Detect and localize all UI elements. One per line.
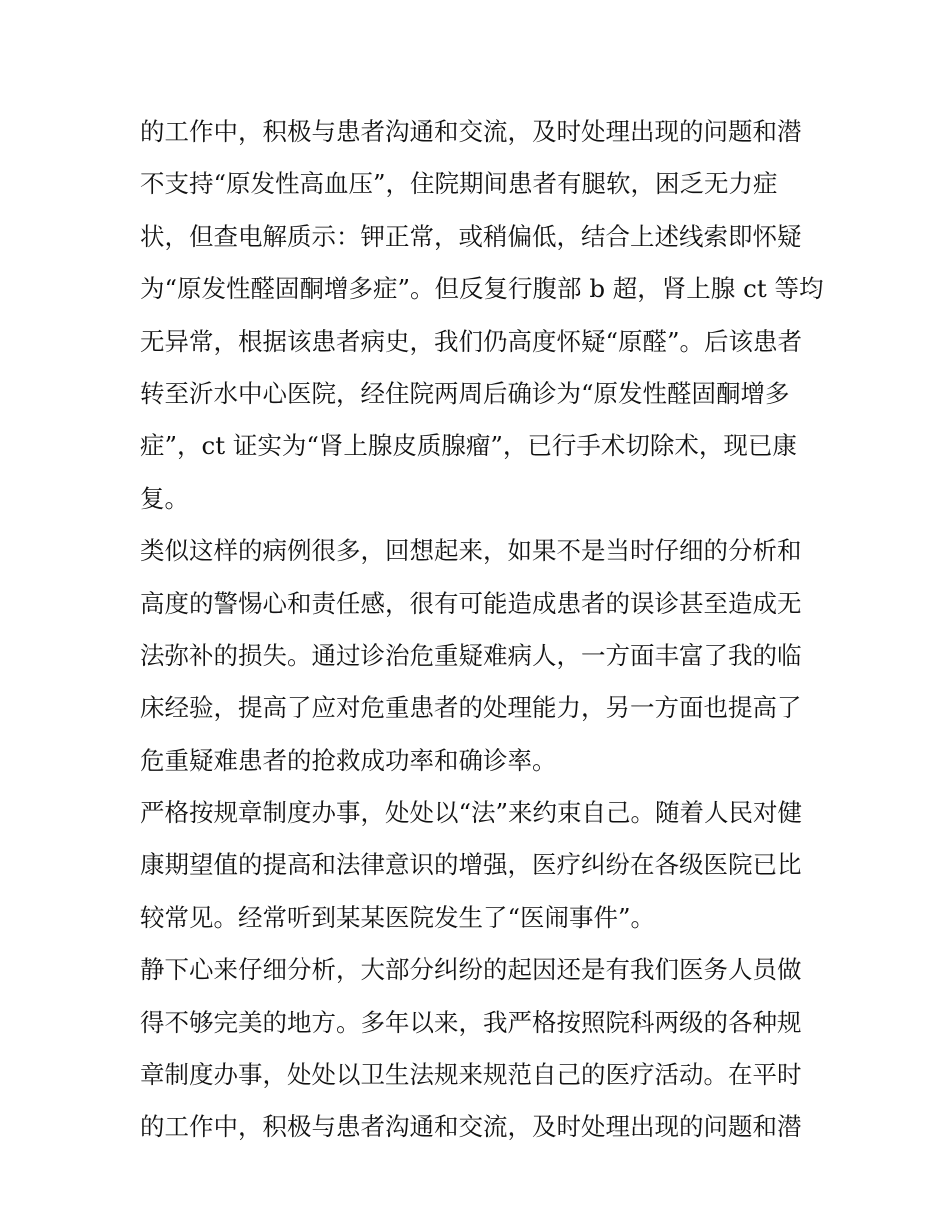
- text-line: 转至沂水中心医院，经住院两周后确诊为“原发性醛固酮增多: [140, 378, 790, 408]
- text-line: 无异常，根据该患者病史，我们仍高度怀疑“原醛”。后该患者: [140, 326, 803, 356]
- text-line: 较常见。经常听到某某医院发生了“医闹事件”。: [140, 902, 656, 932]
- text-line: 得不够完美的地方。多年以来，我严格按照院科两级的各种规: [140, 1007, 802, 1037]
- text-line: 类似这样的病例很多，回想起来，如果不是当时仔细的分析和: [140, 536, 802, 566]
- body-text: [140, 106, 840, 1154]
- text-line: 床经验，提高了应对危重患者的处理能力，另一方面也提高了: [140, 693, 802, 723]
- text-line: 康期望值的提高和法律意识的增强，医疗纠纷在各级医院已比: [140, 850, 802, 880]
- text-line: 状，但查电解质示：钾正常，或稍偏低，结合上述线索即怀疑: [140, 221, 802, 251]
- text-line: 危重疑难患者的抢救成功率和确诊率。: [140, 745, 557, 775]
- text-line: 严格按规章制度办事，处处以“法”来约束自己。随着人民对健: [140, 798, 803, 828]
- text-line: 的工作中，积极与患者沟通和交流，及时处理出现的问题和潜: [140, 117, 802, 146]
- text-line: 静下心来仔细分析，大部分纠纷的起因还是有我们医务人员做: [140, 955, 802, 985]
- text-line: 高度的警惕心和责任感，很有可能造成患者的误诊甚至造成无: [140, 588, 802, 618]
- text-line: 不支持“原发性高血压”，住院期间患者有腿软，困乏无力症: [140, 169, 778, 199]
- text-line: 症”，ct 证实为“肾上腺皮质腺瘤”，已行手术切除术，现已康: [140, 431, 797, 461]
- text-line: 复。: [140, 483, 189, 513]
- text-line: 章制度办事，处处以卫生法规来规范自己的医疗活动。在平时: [140, 1060, 802, 1090]
- text-line: 的工作中，积极与患者沟通和交流，及时处理出现的问题和潜: [140, 1112, 802, 1142]
- text-line: 为“原发性醛固酮增多症”。但反复行腹部 b 超，肾上腺 ct 等均: [140, 274, 824, 304]
- text-line: 法弥补的损失。通过诊治危重疑难病人，一方面丰富了我的临: [140, 640, 802, 670]
